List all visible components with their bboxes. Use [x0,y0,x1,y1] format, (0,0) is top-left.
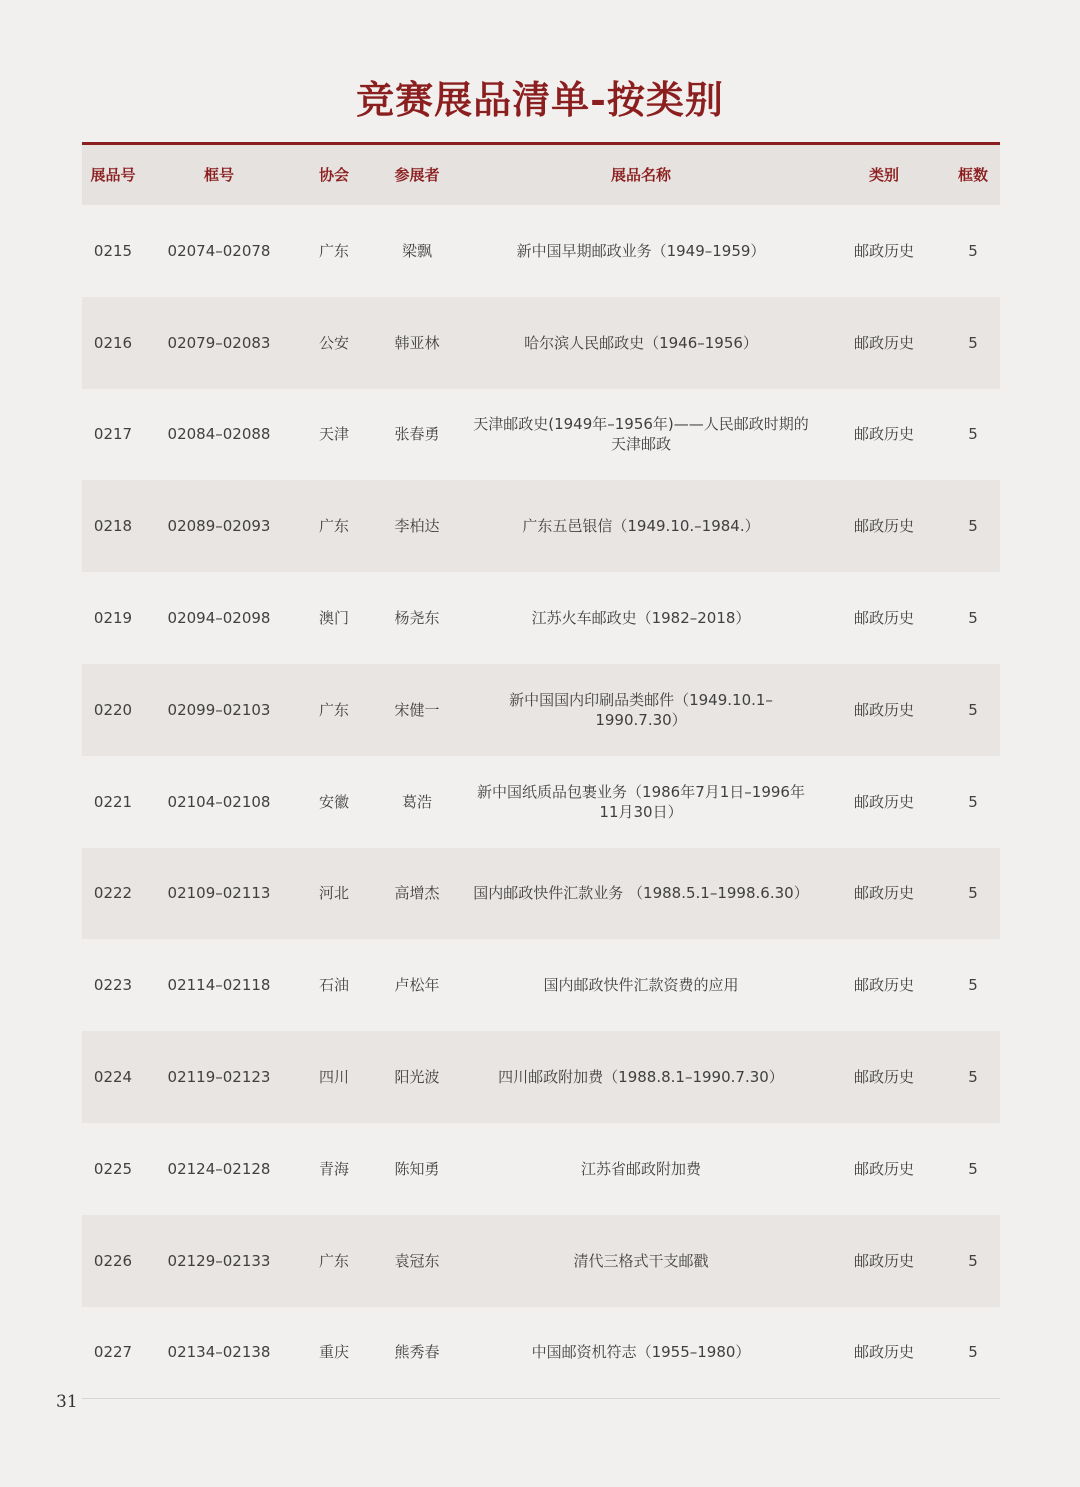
cell-exhibitor: 梁飘 [401,241,432,260]
cell-exhibit-title: 江苏火车邮政史（1982–2018） [531,609,751,628]
cell-exhibitor: 宋健一 [394,700,440,719]
cell-exhibit-title: 江苏省邮政附加费 [580,1159,701,1178]
cell-exhibit-number: 0222 [93,884,133,903]
cell-exhibit-title: 新中国纸质品包裹业务（1986年7月1日–1996年11月30日） [477,782,805,821]
cell-frame-number: 02114–02118 [167,976,271,995]
cell-exhibit-number: 0226 [93,1251,133,1270]
cell-frame-count: 5 [968,700,978,719]
cell-frame-count: 5 [968,976,978,995]
table-row [82,1031,1000,1123]
bottom-divider [82,1398,1000,1399]
cell-category: 邮政历史 [853,517,914,536]
cell-exhibit-number: 0225 [93,1159,133,1178]
cell-exhibit-title: 国内邮政快件汇款资费的应用 [543,976,739,995]
cell-frame-count: 5 [968,792,978,811]
table-body [82,205,1000,1398]
cell-category: 邮政历史 [853,792,914,811]
cell-exhibitor: 张春勇 [394,425,440,444]
cell-exhibit-title: 中国邮资机符志（1955–1980） [531,1343,751,1362]
table-row [82,664,1000,756]
cell-association: 广东 [318,517,349,536]
cell-category: 邮政历史 [853,976,914,995]
cell-association: 公安 [318,333,349,352]
cell-category: 邮政历史 [853,241,914,260]
cell-frame-count: 5 [968,609,978,628]
cell-frame-number: 02109–02113 [167,884,271,903]
cell-frame-number: 02129–02133 [167,1251,271,1270]
header-frame-count: 框数 [957,166,988,184]
cell-frame-count: 5 [968,884,978,903]
cell-category: 邮政历史 [853,1159,914,1178]
header-frame-number: 框号 [203,166,234,184]
cell-exhibit-number: 0224 [93,1068,133,1087]
cell-frame-number: 02119–02123 [167,1068,271,1087]
cell-exhibitor: 熊秀春 [394,1343,440,1362]
cell-category: 邮政历史 [853,700,914,719]
cell-exhibit-number: 0223 [93,976,133,995]
cell-exhibitor: 杨尧东 [394,609,440,628]
cell-exhibitor: 卢松年 [394,976,440,995]
cell-category: 邮政历史 [853,884,914,903]
cell-association: 石油 [318,976,349,995]
table-row [82,389,1000,481]
table-row [82,1123,1000,1215]
exhibit-table [82,145,1000,1398]
cell-exhibit-number: 0220 [93,700,133,719]
cell-category: 邮政历史 [853,333,914,352]
cell-exhibitor: 李柏达 [394,517,440,536]
cell-frame-number: 02084–02088 [167,425,271,444]
cell-exhibit-title: 广东五邑银信（1949.10.–1984.） [522,517,760,536]
cell-association: 安徽 [318,792,349,811]
cell-frame-count: 5 [968,1159,978,1178]
table-header-row [82,145,1000,205]
cell-association: 澳门 [318,609,349,628]
cell-frame-number: 02079–02083 [167,333,271,352]
cell-exhibit-title: 新中国早期邮政业务（1949–1959） [516,241,766,260]
cell-exhibit-title: 四川邮政附加费（1988.8.1–1990.7.30） [498,1068,784,1087]
cell-exhibit-number: 0218 [93,517,133,536]
table-row [82,1215,1000,1307]
cell-exhibit-title: 国内邮政快件汇款业务 （1988.5.1–1998.6.30） [473,884,809,903]
cell-association: 广东 [318,241,349,260]
cell-exhibitor: 葛浩 [401,792,432,811]
cell-frame-number: 02094–02098 [167,609,271,628]
cell-frame-number: 02074–02078 [167,241,271,260]
header-exhibit-title: 展品名称 [610,166,671,184]
cell-association: 广东 [318,1251,349,1270]
cell-category: 邮政历史 [853,1251,914,1270]
header-association: 协会 [318,166,349,184]
cell-exhibit-title: 清代三格式干支邮戳 [573,1251,709,1270]
cell-exhibit-number: 0215 [93,241,133,260]
table-row [82,297,1000,389]
table-row [82,756,1000,848]
table-row [82,939,1000,1031]
page-title: 竞赛展品清单-按类别 [356,77,724,122]
table-row [82,1307,1000,1399]
cell-frame-number: 02124–02128 [167,1159,271,1178]
cell-exhibit-number: 0219 [93,609,133,628]
cell-exhibit-title: 天津邮政史(1949年–1956年)——人民邮政时期的天津邮政 [473,415,809,454]
table-row [82,480,1000,572]
cell-exhibitor: 韩亚林 [394,333,440,352]
cell-exhibitor: 袁冠东 [394,1251,440,1270]
cell-association: 广东 [318,700,349,719]
cell-frame-count: 5 [968,425,978,444]
cell-category: 邮政历史 [853,1068,914,1087]
table-row [82,572,1000,664]
cell-exhibitor: 陈知勇 [394,1159,440,1178]
cell-exhibit-title: 新中国国内印刷品类邮件（1949.10.1–1990.7.30） [509,690,773,729]
cell-category: 邮政历史 [853,1343,914,1362]
cell-association: 四川 [318,1068,349,1087]
cell-exhibitor: 高增杰 [394,884,440,903]
cell-association: 天津 [318,425,349,444]
cell-exhibitor: 阳光波 [394,1068,440,1087]
cell-frame-count: 5 [968,333,978,352]
cell-exhibit-title: 哈尔滨人民邮政史（1946–1956） [524,333,758,352]
cell-frame-count: 5 [968,1068,978,1087]
header-exhibitor: 参展者 [394,166,440,184]
cell-association: 青海 [318,1159,349,1178]
cell-frame-count: 5 [968,1251,978,1270]
cell-frame-count: 5 [968,1343,978,1362]
table-row [82,848,1000,940]
header-exhibit-number: 展品号 [90,166,136,184]
cell-association: 重庆 [318,1343,349,1362]
header-category: 类别 [868,166,899,184]
cell-exhibit-number: 0217 [93,425,133,444]
cell-exhibit-number: 0227 [93,1343,133,1362]
cell-frame-count: 5 [968,517,978,536]
cell-category: 邮政历史 [853,425,914,444]
cell-frame-number: 02089–02093 [167,517,271,536]
cell-frame-number: 02104–02108 [167,792,271,811]
table-row [82,205,1000,297]
cell-frame-number: 02134–02138 [167,1343,271,1362]
cell-exhibit-number: 0216 [93,333,133,352]
cell-frame-number: 02099–02103 [167,700,271,719]
cell-association: 河北 [318,884,349,903]
cell-frame-count: 5 [968,241,978,260]
page-number: 31 [56,1392,78,1412]
cell-category: 邮政历史 [853,609,914,628]
cell-exhibit-number: 0221 [93,792,133,811]
